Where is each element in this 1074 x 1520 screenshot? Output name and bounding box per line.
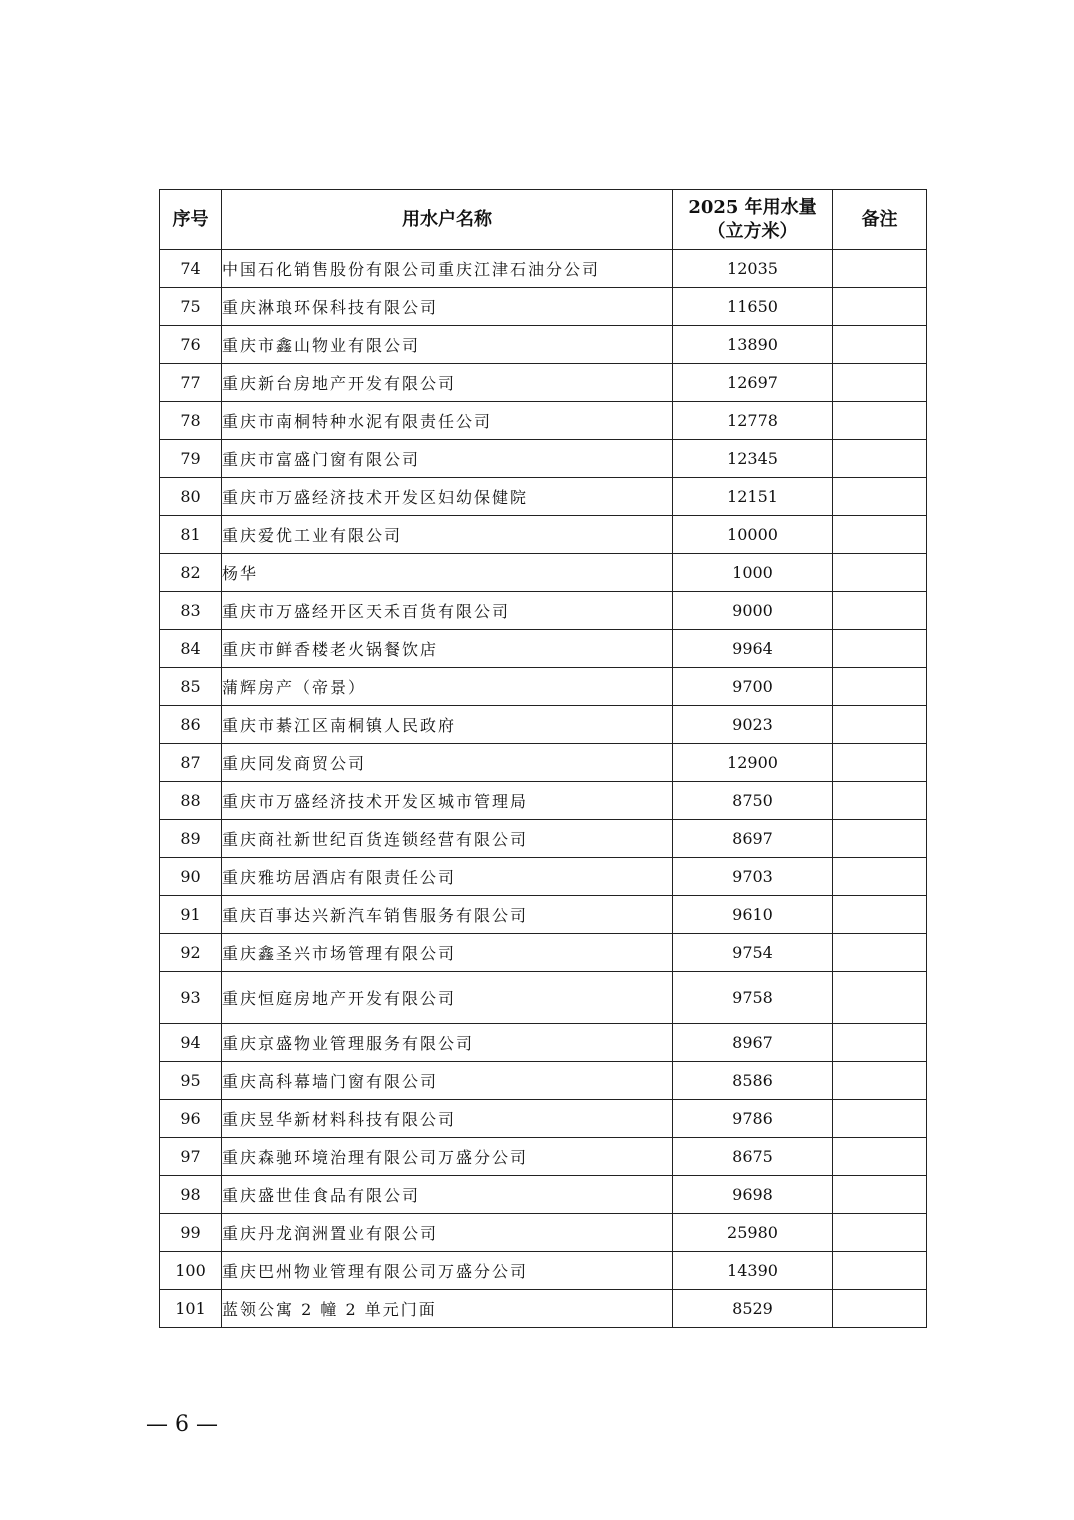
cell-index: 99 <box>160 1214 222 1252</box>
cell-name: 重庆昱华新材料科技有限公司 <box>222 1100 673 1138</box>
cell-note <box>833 250 927 288</box>
cell-index: 82 <box>160 554 222 592</box>
table-row <box>160 1100 927 1138</box>
cell-volume: 12151 <box>673 478 833 516</box>
cell-note <box>833 326 927 364</box>
cell-name: 重庆百事达兴新汽车销售服务有限公司 <box>222 896 673 934</box>
cell-volume: 9610 <box>673 896 833 934</box>
table-row <box>160 402 927 440</box>
cell-volume: 8675 <box>673 1138 833 1176</box>
cell-name: 重庆市万盛经济技术开发区城市管理局 <box>222 782 673 820</box>
cell-index: 100 <box>160 1252 222 1290</box>
cell-name: 重庆森驰环境治理有限公司万盛分公司 <box>222 1138 673 1176</box>
cell-volume: 9703 <box>673 858 833 896</box>
cell-index: 85 <box>160 668 222 706</box>
cell-volume: 8529 <box>673 1290 833 1328</box>
cell-note <box>833 288 927 326</box>
header-volume-line1: 2025 年用水量 <box>688 196 817 218</box>
cell-index: 94 <box>160 1024 222 1062</box>
cell-volume: 9786 <box>673 1100 833 1138</box>
table-row <box>160 1176 927 1214</box>
cell-note <box>833 896 927 934</box>
cell-volume: 8750 <box>673 782 833 820</box>
cell-index: 81 <box>160 516 222 554</box>
cell-name: 重庆市富盛门窗有限公司 <box>222 440 673 478</box>
table-row <box>160 1290 927 1328</box>
cell-name: 重庆丹龙润洲置业有限公司 <box>222 1214 673 1252</box>
cell-note <box>833 478 927 516</box>
cell-note <box>833 1062 927 1100</box>
cell-name: 杨华 <box>222 554 673 592</box>
page-number: — 6 — <box>146 1412 218 1437</box>
cell-volume: 11650 <box>673 288 833 326</box>
cell-volume: 9964 <box>673 630 833 668</box>
cell-volume: 9023 <box>673 706 833 744</box>
cell-note <box>833 402 927 440</box>
table-row <box>160 554 927 592</box>
table-row <box>160 1138 927 1176</box>
cell-index: 88 <box>160 782 222 820</box>
cell-name: 重庆市万盛经开区天禾百货有限公司 <box>222 592 673 630</box>
cell-volume: 9700 <box>673 668 833 706</box>
cell-note <box>833 592 927 630</box>
cell-note <box>833 1176 927 1214</box>
cell-note <box>833 934 927 972</box>
cell-volume: 8697 <box>673 820 833 858</box>
table-row <box>160 288 927 326</box>
cell-note <box>833 1024 927 1062</box>
cell-index: 92 <box>160 934 222 972</box>
cell-index: 80 <box>160 478 222 516</box>
cell-volume: 1000 <box>673 554 833 592</box>
cell-name: 重庆雅坊居酒店有限责任公司 <box>222 858 673 896</box>
table-row <box>160 592 927 630</box>
cell-index: 89 <box>160 820 222 858</box>
cell-name: 重庆商社新世纪百货连锁经营有限公司 <box>222 820 673 858</box>
table-header-row <box>160 190 927 250</box>
table-row <box>160 326 927 364</box>
cell-index: 76 <box>160 326 222 364</box>
cell-index: 83 <box>160 592 222 630</box>
table-row <box>160 858 927 896</box>
cell-volume: 12900 <box>673 744 833 782</box>
table-row <box>160 896 927 934</box>
cell-name: 重庆新台房地产开发有限公司 <box>222 364 673 402</box>
cell-volume: 12778 <box>673 402 833 440</box>
cell-note <box>833 820 927 858</box>
cell-note <box>833 972 927 1024</box>
cell-index: 98 <box>160 1176 222 1214</box>
header-volume-line2: （立方米） <box>707 220 798 242</box>
cell-name: 蓝领公寓 2 幢 2 单元门面 <box>222 1290 673 1328</box>
cell-volume: 9000 <box>673 592 833 630</box>
cell-index: 86 <box>160 706 222 744</box>
table-row <box>160 782 927 820</box>
cell-index: 84 <box>160 630 222 668</box>
table-row <box>160 440 927 478</box>
cell-note <box>833 1214 927 1252</box>
cell-name: 重庆爱优工业有限公司 <box>222 516 673 554</box>
cell-note <box>833 440 927 478</box>
table-row <box>160 744 927 782</box>
cell-volume: 12035 <box>673 250 833 288</box>
cell-name: 中国石化销售股份有限公司重庆江津石油分公司 <box>222 250 673 288</box>
cell-name: 蒲辉房产（帝景） <box>222 668 673 706</box>
cell-note <box>833 1252 927 1290</box>
cell-volume: 10000 <box>673 516 833 554</box>
cell-volume: 13890 <box>673 326 833 364</box>
cell-note <box>833 1290 927 1328</box>
cell-name: 重庆高科幕墙门窗有限公司 <box>222 1062 673 1100</box>
cell-index: 78 <box>160 402 222 440</box>
cell-index: 101 <box>160 1290 222 1328</box>
cell-name: 重庆淋琅环保科技有限公司 <box>222 288 673 326</box>
cell-index: 79 <box>160 440 222 478</box>
cell-name: 重庆市鑫山物业有限公司 <box>222 326 673 364</box>
header-index: 序号 <box>160 190 222 250</box>
cell-name: 重庆京盛物业管理服务有限公司 <box>222 1024 673 1062</box>
cell-note <box>833 630 927 668</box>
cell-note <box>833 516 927 554</box>
table-row <box>160 934 927 972</box>
cell-index: 96 <box>160 1100 222 1138</box>
cell-note <box>833 744 927 782</box>
table-row <box>160 516 927 554</box>
cell-volume: 9758 <box>673 972 833 1024</box>
table-row <box>160 1214 927 1252</box>
cell-index: 90 <box>160 858 222 896</box>
table-body <box>160 250 927 1328</box>
table-row <box>160 820 927 858</box>
table-row <box>160 364 927 402</box>
cell-index: 75 <box>160 288 222 326</box>
cell-index: 87 <box>160 744 222 782</box>
cell-name: 重庆市鲜香楼老火锅餐饮店 <box>222 630 673 668</box>
cell-note <box>833 1138 927 1176</box>
cell-volume: 12345 <box>673 440 833 478</box>
cell-index: 95 <box>160 1062 222 1100</box>
header-name: 用水户名称 <box>222 190 673 250</box>
cell-volume: 12697 <box>673 364 833 402</box>
table-row <box>160 1252 927 1290</box>
table-row <box>160 668 927 706</box>
cell-volume: 8586 <box>673 1062 833 1100</box>
cell-note <box>833 858 927 896</box>
table-row <box>160 478 927 516</box>
water-usage-table <box>159 189 927 1328</box>
cell-volume: 9698 <box>673 1176 833 1214</box>
cell-volume: 25980 <box>673 1214 833 1252</box>
table-row <box>160 972 927 1024</box>
cell-volume: 9754 <box>673 934 833 972</box>
header-note: 备注 <box>833 190 927 250</box>
cell-note <box>833 668 927 706</box>
table-row <box>160 1062 927 1100</box>
cell-note <box>833 554 927 592</box>
table-row <box>160 706 927 744</box>
table-row <box>160 630 927 668</box>
cell-index: 77 <box>160 364 222 402</box>
cell-name: 重庆同发商贸公司 <box>222 744 673 782</box>
table-row <box>160 250 927 288</box>
cell-name: 重庆盛世佳食品有限公司 <box>222 1176 673 1214</box>
header-volume <box>673 190 833 250</box>
cell-note <box>833 1100 927 1138</box>
table-row <box>160 1024 927 1062</box>
cell-name: 重庆鑫圣兴市场管理有限公司 <box>222 934 673 972</box>
cell-name: 重庆市万盛经济技术开发区妇幼保健院 <box>222 478 673 516</box>
cell-note <box>833 706 927 744</box>
cell-note <box>833 782 927 820</box>
cell-name: 重庆巴州物业管理有限公司万盛分公司 <box>222 1252 673 1290</box>
cell-index: 93 <box>160 972 222 1024</box>
cell-index: 74 <box>160 250 222 288</box>
cell-note <box>833 364 927 402</box>
cell-name: 重庆市南桐特种水泥有限责任公司 <box>222 402 673 440</box>
cell-volume: 8967 <box>673 1024 833 1062</box>
cell-name: 重庆市綦江区南桐镇人民政府 <box>222 706 673 744</box>
cell-index: 97 <box>160 1138 222 1176</box>
cell-name: 重庆恒庭房地产开发有限公司 <box>222 972 673 1024</box>
cell-index: 91 <box>160 896 222 934</box>
cell-volume: 14390 <box>673 1252 833 1290</box>
